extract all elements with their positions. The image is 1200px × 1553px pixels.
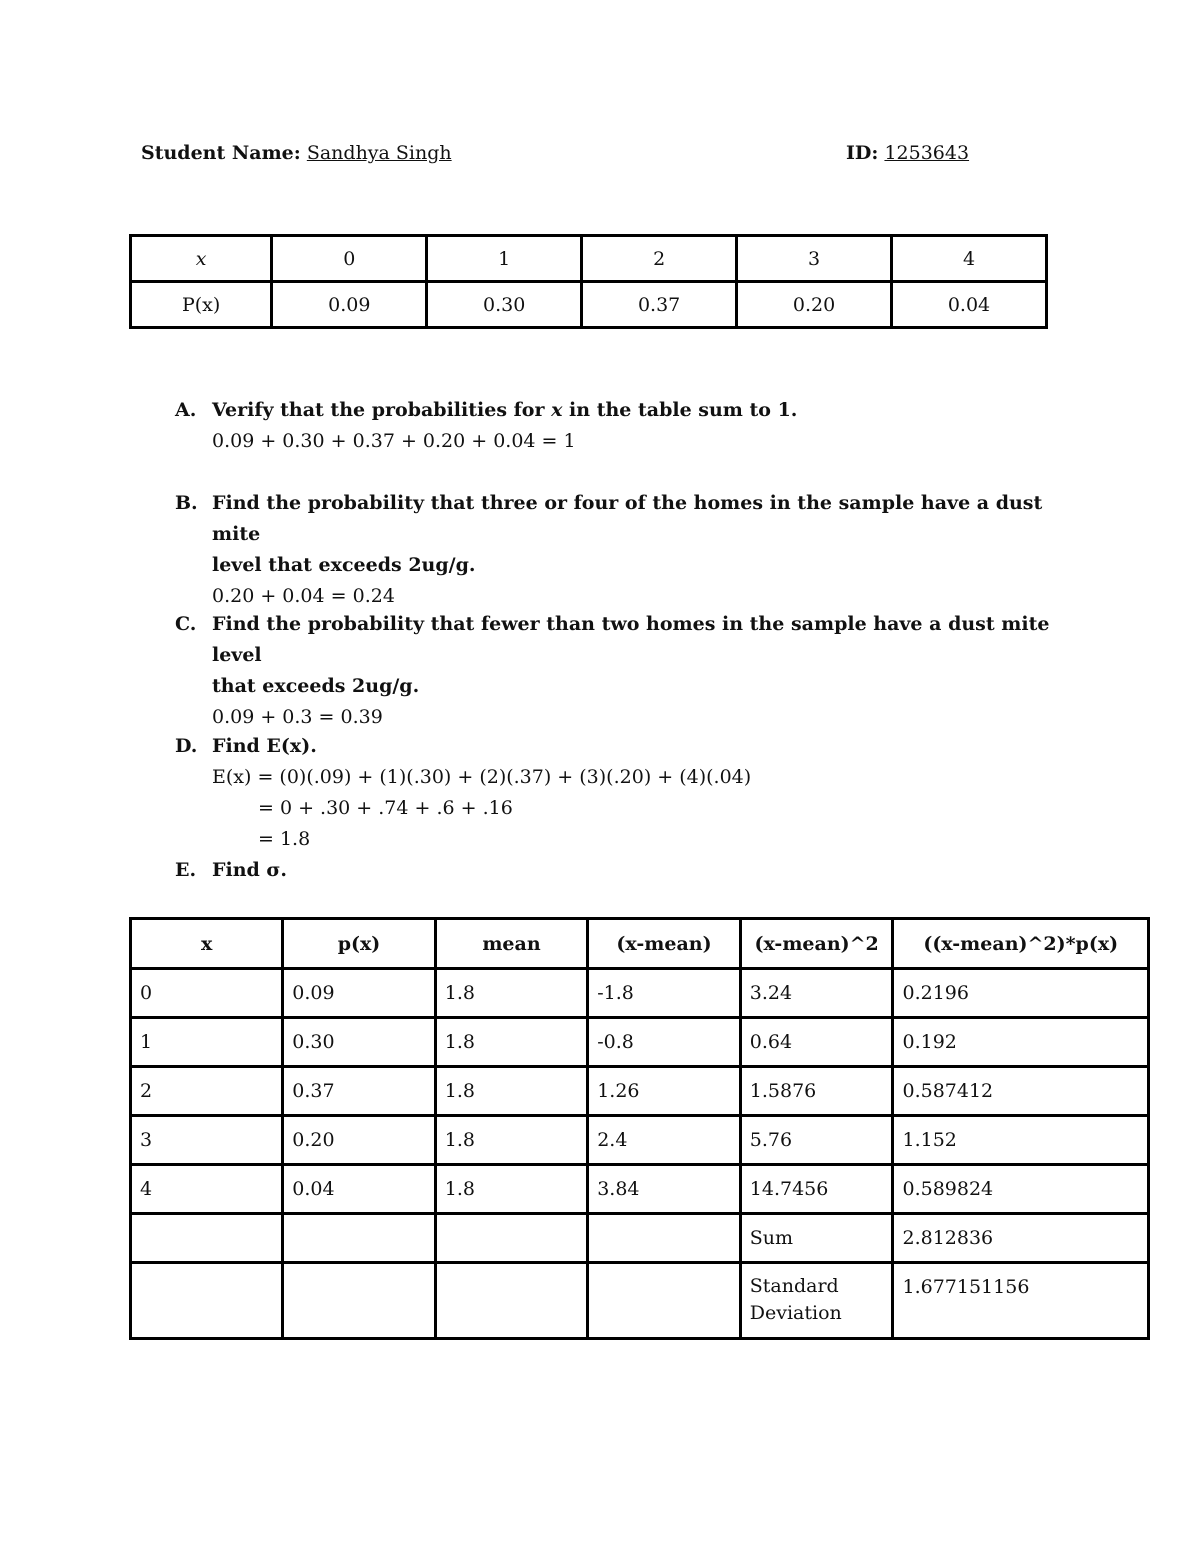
table-cell: 3 [131, 1116, 283, 1165]
table-cell: 2 [131, 1067, 283, 1116]
px-row [131, 282, 1047, 328]
x-row-label: x [131, 236, 272, 282]
question-b-answer: 0.20 + 0.04 = 0.24 [212, 585, 395, 607]
table-cell: 1.152 [893, 1116, 1149, 1165]
table-cell: 0.589824 [893, 1165, 1149, 1214]
standard-deviation-row [131, 1263, 1149, 1339]
empty-cell [283, 1214, 435, 1263]
empty-cell [131, 1214, 283, 1263]
empty-cell [131, 1263, 283, 1339]
question-e-text: Find σ. [212, 859, 288, 881]
student-id-label: ID: [846, 142, 879, 164]
table-cell: 0.20 [283, 1116, 435, 1165]
table-cell: 0.09 [283, 969, 435, 1018]
student-name-value: Sandhya Singh [306, 142, 452, 164]
question-e-letter: E. [175, 859, 197, 881]
empty-cell [435, 1263, 587, 1339]
p-value: 0.30 [427, 282, 582, 328]
column-header: (x-mean)^2 [740, 919, 893, 969]
probability-distribution-table [129, 234, 1048, 329]
table-cell: 1.5876 [740, 1067, 893, 1116]
empty-cell [435, 1214, 587, 1263]
table-cell: 14.7456 [740, 1165, 893, 1214]
table-cell: 4 [131, 1165, 283, 1214]
question-b-text-line2: level that exceeds 2ug/g. [212, 554, 476, 576]
question-b-letter: B. [175, 492, 198, 514]
table-row [131, 1018, 1149, 1067]
p-value: 0.37 [582, 282, 737, 328]
student-name-block [141, 142, 452, 164]
table-cell: 0.64 [740, 1018, 893, 1067]
column-header: x [131, 919, 283, 969]
table-row [131, 969, 1149, 1018]
table-cell: 5.76 [740, 1116, 893, 1165]
column-header: (x-mean) [588, 919, 741, 969]
question-a-text-pre: Verify that the probabilities for [212, 399, 552, 421]
question-c-text-line2: that exceeds 2ug/g. [212, 675, 420, 697]
x-value: 4 [892, 236, 1047, 282]
table-cell: 1.8 [435, 1018, 587, 1067]
question-a-text-post: in the table sum to 1. [562, 399, 798, 421]
sum-value: 2.812836 [893, 1214, 1149, 1263]
table-cell: 3.24 [740, 969, 893, 1018]
table-cell: 1.8 [435, 1165, 587, 1214]
p-value: 0.20 [737, 282, 892, 328]
empty-cell [588, 1214, 741, 1263]
table-row [131, 1116, 1149, 1165]
question-c-text-line1: Find the probability that fewer than two homes in the sample have a dust mite level [212, 613, 1050, 666]
table-row [131, 1165, 1149, 1214]
question-a-var: x [551, 399, 563, 421]
p-value: 0.04 [892, 282, 1047, 328]
table-cell: -1.8 [588, 969, 741, 1018]
p-value: 0.09 [272, 282, 427, 328]
column-header: p(x) [283, 919, 435, 969]
px-row-label: P(x) [131, 282, 272, 328]
sum-label: Sum [740, 1214, 893, 1263]
student-id-value: 1253643 [884, 142, 970, 164]
empty-cell [588, 1263, 741, 1339]
question-d-answer-line3: = 1.8 [258, 828, 311, 850]
table-cell: -0.8 [588, 1018, 741, 1067]
x-value: 0 [272, 236, 427, 282]
question-c-answer: 0.09 + 0.3 = 0.39 [212, 706, 383, 728]
question-d [175, 731, 1075, 886]
table-cell: 3.84 [588, 1165, 741, 1214]
student-id-block [846, 142, 969, 164]
table-cell: 1.8 [435, 1067, 587, 1116]
table-cell: 1 [131, 1018, 283, 1067]
empty-cell [283, 1263, 435, 1339]
question-c-letter: C. [175, 613, 197, 635]
question-a [175, 395, 1075, 457]
table-cell: 0.2196 [893, 969, 1149, 1018]
question-d-answer-line2: = 0 + .30 + .74 + .6 + .16 [258, 797, 513, 819]
table-cell: 0.587412 [893, 1067, 1149, 1116]
student-name-label: Student Name: [141, 142, 301, 164]
question-a-answer: 0.09 + 0.30 + 0.37 + 0.20 + 0.04 = 1 [212, 430, 576, 452]
standard-deviation-table [129, 917, 1150, 1340]
student-header [141, 142, 1001, 172]
column-header: ((x-mean)^2)*p(x) [893, 919, 1149, 969]
table-cell: 2.4 [588, 1116, 741, 1165]
table-cell: 0.04 [283, 1165, 435, 1214]
table-row [131, 1067, 1149, 1116]
sum-row [131, 1214, 1149, 1263]
question-d-answer-line1: E(x) = (0)(.09) + (1)(.30) + (2)(.37) + (3)(.20) + (4)(.04) [212, 766, 752, 788]
sd-label-line2: Deviation [749, 1302, 842, 1324]
standard-deviation-label [740, 1263, 893, 1339]
question-b [175, 488, 1075, 612]
x-value: 1 [427, 236, 582, 282]
column-header: mean [435, 919, 587, 969]
table-cell: 1.8 [435, 969, 587, 1018]
sd-label-line1: Standard [749, 1275, 839, 1297]
x-row [131, 236, 1047, 282]
table-cell: 1.8 [435, 1116, 587, 1165]
table-cell: 0.192 [893, 1018, 1149, 1067]
x-value: 3 [737, 236, 892, 282]
table-cell: 1.26 [588, 1067, 741, 1116]
question-d-text: Find E(x). [212, 735, 317, 757]
table-cell: 0.30 [283, 1018, 435, 1067]
question-a-letter: A. [175, 399, 197, 421]
question-c [175, 609, 1075, 733]
x-value: 2 [582, 236, 737, 282]
standard-deviation-value: 1.677151156 [893, 1263, 1149, 1339]
table-header-row [131, 919, 1149, 969]
question-e [175, 855, 1075, 886]
table-cell: 0 [131, 969, 283, 1018]
question-b-text-line1: Find the probability that three or four of the homes in the sample have a dust mite [212, 492, 1043, 545]
table-cell: 0.37 [283, 1067, 435, 1116]
question-d-letter: D. [175, 735, 198, 757]
question-a-text [212, 395, 797, 426]
